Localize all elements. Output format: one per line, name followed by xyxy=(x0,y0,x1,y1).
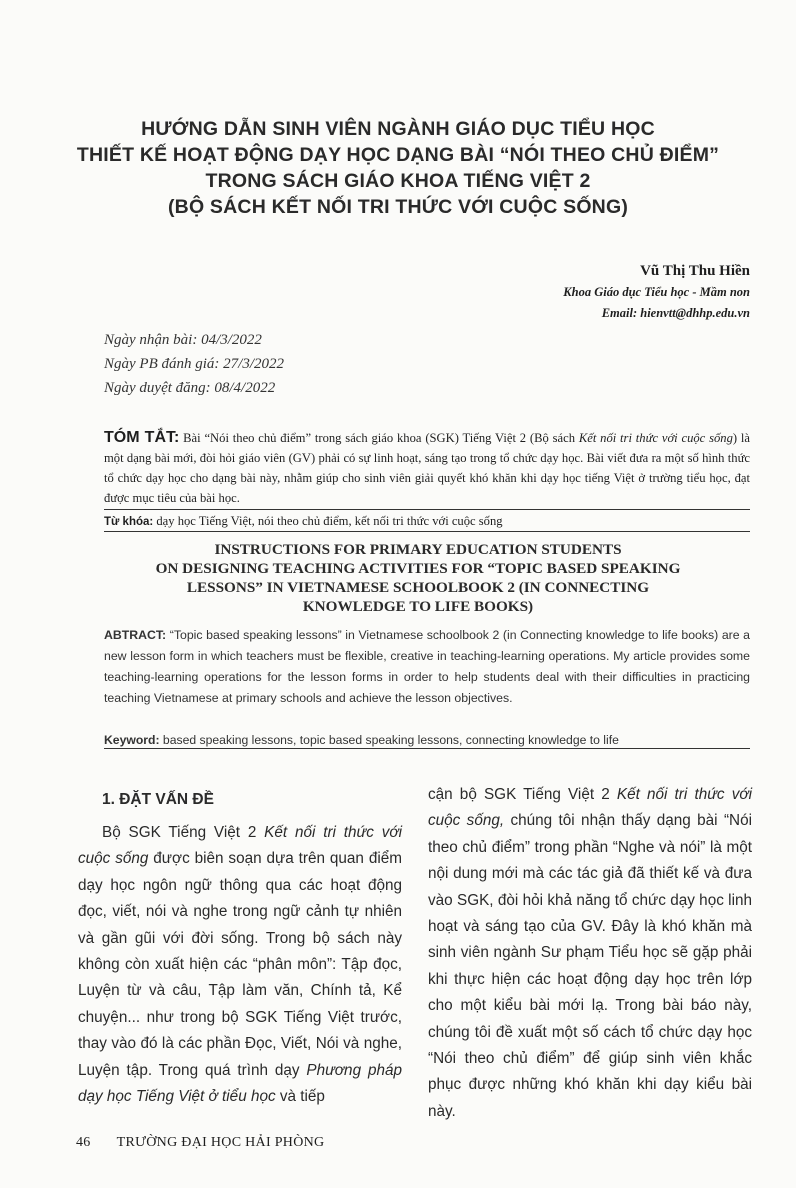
body-paragraph xyxy=(78,820,402,1110)
divider xyxy=(104,748,750,749)
abstract-vn-label: TÓM TẮT: xyxy=(104,429,180,446)
date-accepted: Ngày duyệt đăng: 08/4/2022 xyxy=(104,380,276,396)
body-text: được biên soạn dựa trên quan điểm dạy học ngôn ngữ thông qua các hoạt động đọc, viết, nói và nghe trong ngữ cảnh tự nhiên và gần gũi với đời sống. Trong bộ sách này không còn xuất hiện các “phân môn”: Tập đọc, Luyện từ và câu, Tập làm văn, Chính tả, Kể chuyện... như trong bộ SGK Tiếng Việt trước, thay vào đó là các phần Đọc, Viết, Nói và nghe, Luyện tập. Trong quá trình dạy xyxy=(78,850,402,1079)
body-italic: Kết nối tri thức với cuộc sống, xyxy=(428,786,752,830)
body-text: cận bộ SGK Tiếng Việt 2 xyxy=(428,786,617,803)
article-title-en xyxy=(100,540,736,616)
title-line: (BỘ SÁCH KẾT NỐI TRI THỨC VỚI CUỘC SỐNG) xyxy=(167,196,629,218)
title-line: THIẾT KẾ HOẠT ĐỘNG DẠY HỌC DẠNG BÀI “NÓI THEO CHỦ ĐIỂM” xyxy=(76,144,720,166)
body-text: và tiếp xyxy=(275,1088,325,1106)
journal-name: TRƯỜNG ĐẠI HỌC HẢI PHÒNG xyxy=(116,1135,325,1150)
date-received: Ngày nhận bài: 04/3/2022 xyxy=(104,332,262,348)
page-footer xyxy=(76,1135,324,1151)
keywords-en-text: based speaking lessons, topic based speaking lessons, connecting knowledge to life xyxy=(159,733,619,747)
divider xyxy=(104,531,750,532)
author-email: Email: hienvtt@dhhp.edu.vn xyxy=(601,306,750,320)
title-en-line: KNOWLEDGE TO LIFE BOOKS) xyxy=(302,598,534,615)
keywords-vn xyxy=(104,512,503,531)
date-reviewed: Ngày PB đánh giá: 27/3/2022 xyxy=(104,356,284,372)
author-name: Vũ Thị Thu Hiền xyxy=(640,263,750,279)
body-text: chúng tôi nhận thấy dạng bài “Nói theo chủ điểm” trong phần “Nghe và nói” là một nội dung mới mà các tác giả đã thiết kế và đưa vào SGK, đòi hỏi khả năng tổ chức dạy học linh hoạt và sáng tạo của GV. Đây là khó khăn mà sinh viên ngành Sư phạm Tiểu học sẽ gặp phải khi thực hiện các hoạt động dạy học trên lớp cho một kiểu bài mới lạ. Trong bài báo này, chúng tôi đề xuất một số cách tổ chức dạy học “Nói theo chủ điểm” để giúp sinh viên khắc phục được những khó khăn khi dạy kiểu bài này. xyxy=(428,812,752,1120)
abstract-en-text: “Topic based speaking lessons” in Vietnamese schoolbook 2 (in Connecting knowledge to life books) are a new lesson form in which teachers must be flexible, creative in teaching-learning operations. My article provides some teaching-learning operations for the lesson forms in order to help students deal with their difficulties in practicing teaching Vietnamese at primary schools and achieve the lesson objectives. xyxy=(104,628,750,705)
title-line: HƯỚNG DẪN SINH VIÊN NGÀNH GIÁO DỤC TIỂU HỌC xyxy=(141,118,655,140)
body-column-left xyxy=(78,782,402,1110)
author-block xyxy=(563,260,750,324)
abstract-en-label: ABTRACT: xyxy=(104,628,167,642)
section-heading: 1. ĐẶT VẤN ĐỀ xyxy=(102,791,214,808)
keywords-vn-text: dạy học Tiếng Việt, nói theo chủ điểm, kết nối tri thức với cuộc sống xyxy=(153,514,503,528)
body-text: Bộ SGK Tiếng Việt 2 xyxy=(102,824,265,841)
title-en-line: ON DESIGNING TEACHING ACTIVITIES FOR “TOPIC BASED SPEAKING xyxy=(155,560,681,577)
author-affiliation: Khoa Giáo dục Tiểu học - Mầm non xyxy=(563,285,750,299)
page-number: 46 xyxy=(76,1135,91,1150)
title-en-line: LESSONS” IN VIETNAMESE SCHOOLBOOK 2 (IN CONNECTING xyxy=(186,579,650,596)
body-column-right xyxy=(428,782,752,1125)
abstract-vn-text: Bài “Nói theo chủ điểm” trong sách giáo khoa (SGK) Tiếng Việt 2 (Bộ sách xyxy=(179,431,579,445)
submission-dates xyxy=(104,328,284,400)
body-paragraph xyxy=(428,782,752,1125)
article-title-vn xyxy=(60,116,736,220)
abstract-vn-italic: Kết nối tri thức với cuộc sống xyxy=(578,431,733,445)
keywords-en-label: Keyword: xyxy=(104,733,160,747)
abstract-en xyxy=(104,625,750,709)
title-en-line: INSTRUCTIONS FOR PRIMARY EDUCATION STUDENTS xyxy=(214,541,622,558)
keywords-en xyxy=(104,731,619,749)
abstract-vn xyxy=(104,428,750,508)
body-italic: Phương pháp dạy học Tiếng Việt ở tiểu học xyxy=(78,1061,402,1106)
title-line: TRONG SÁCH GIÁO KHOA TIẾNG VIỆT 2 xyxy=(205,170,591,192)
body-italic: Kết nối tri thức với cuộc sống xyxy=(78,824,402,868)
abstract-vn-text: ) là một dạng bài mới, đòi hỏi giáo viên (GV) phải có sự linh hoạt, sáng tạo trong tổ chức dạy học. Bài viết đưa ra một số hình thức tổ chức dạy học cho dạng bài này, nhằm giúp cho sinh viên giải quyết khó khăn khi dạy học tiếng Việt ở trường tiểu học, đạt được mục tiêu của bài học. xyxy=(104,431,750,505)
divider xyxy=(104,509,750,510)
keywords-vn-label: Từ khóa: xyxy=(104,516,154,528)
